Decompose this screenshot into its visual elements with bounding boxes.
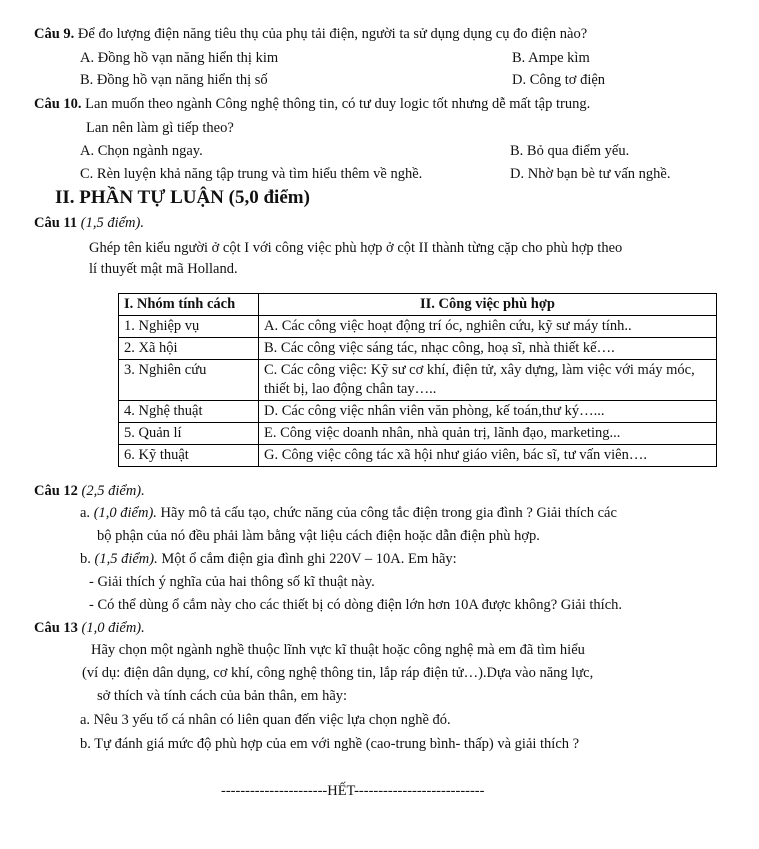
- table-cell: 2. Xã hội: [119, 338, 259, 360]
- table-cell: E. Công việc doanh nhân, nhà quản trị, lãnh đạo, marketing...: [259, 423, 717, 445]
- table-header-row: [119, 294, 717, 316]
- option-c: C. Rèn luyện khả năng tập trung và tìm hiểu thêm về nghề.: [80, 166, 423, 182]
- sub-label: b.: [80, 551, 91, 567]
- table-row: [119, 423, 717, 445]
- question-label: Câu 10.: [34, 96, 82, 112]
- sub-text: Một ổ cắm điện gia đình ghi 220V – 10A. Em hãy:: [161, 551, 457, 567]
- table-row: [119, 445, 717, 467]
- question-label: Câu 12: [34, 483, 78, 499]
- table-cell: A. Các công việc hoạt động trí óc, nghiên cứu, kỹ sư máy tính..: [259, 316, 717, 338]
- table-row: [119, 316, 717, 338]
- question-text: Hãy chọn một ngành nghề thuộc lĩnh vực kĩ thuật hoặc công nghệ mà em đã tìm hiểu: [91, 642, 585, 658]
- list-item: - Có thể dùng ổ cắm này cho các thiết bị có dòng điện lớn hơn 10A được không? Giải thích.: [89, 597, 623, 613]
- sub-points: (1,0 điểm).: [93, 505, 157, 521]
- holland-table: [118, 293, 717, 467]
- question-9: [34, 24, 587, 44]
- question-11: [34, 213, 144, 233]
- table-cell: 6. Kỹ thuật: [119, 445, 259, 467]
- sub-question-a: a. Nêu 3 yếu tố cá nhân có liên quan đến việc lựa chọn nghề đó.: [80, 712, 451, 728]
- sub-label: a.: [80, 505, 91, 521]
- question-label: Câu 11: [34, 215, 78, 231]
- sub-text-continued: bộ phận của nó đều phải làm bằng vật liệu cách điện hoặc dẫn điện phù hợp.: [97, 528, 540, 544]
- column-header: II. Công việc phù hợp: [259, 294, 717, 316]
- question-text-continued: (ví dụ: điện dân dụng, cơ khí, công nghệ thông tin, lắp ráp điện tử…).Dựa vào năng lực,: [82, 665, 594, 681]
- question-text: Lan muốn theo ngành Công nghệ thông tin, có tư duy logic tốt nhưng dễ mất tập trung.: [85, 96, 591, 112]
- table-row: [119, 360, 717, 401]
- question-points: (2,5 điểm).: [81, 483, 145, 499]
- question-13: [34, 618, 145, 638]
- question-label: Câu 13: [34, 620, 78, 636]
- question-label: Câu 9.: [34, 26, 75, 42]
- sub-points: (1,5 điểm).: [94, 551, 158, 567]
- sub-question-b: b. Tự đánh giá mức độ phù hợp của em với nghề (cao-trung bình- thấp) và giải thích ?: [80, 736, 580, 752]
- table-row: [119, 338, 717, 360]
- question-text-continued: sở thích và tính cách của bản thân, em hãy:: [97, 688, 348, 704]
- table-cell: C. Các công việc: Kỹ sư cơ khí, điện tử, xây dựng, làm việc với máy móc, thiết bị, lao động chân tay…..: [259, 360, 717, 401]
- option-b: B. Bỏ qua điểm yếu.: [510, 143, 630, 159]
- end-marker: ----------------------HẾT---------------------------: [221, 783, 485, 799]
- option-d: D. Công tơ điện: [512, 72, 606, 88]
- table-cell: 1. Nghiệp vụ: [119, 316, 259, 338]
- option-a: A. Đồng hồ vạn năng hiển thị kim: [80, 50, 279, 66]
- section-heading: II. PHẦN TỰ LUẬN (5,0 điểm): [55, 187, 310, 208]
- table-cell: G. Công việc công tác xã hội như giáo viên, bác sĩ, tư vấn viên….: [259, 445, 717, 467]
- table-cell: 3. Nghiên cứu: [119, 360, 259, 401]
- option-b: B. Ampe kìm: [512, 50, 590, 66]
- sub-question-a: [80, 503, 617, 523]
- table-cell: 5. Quản lí: [119, 423, 259, 445]
- sub-question-b: [80, 549, 457, 569]
- question-text-continued: lí thuyết mật mã Holland.: [89, 261, 238, 277]
- question-text-continued: Lan nên làm gì tiếp theo?: [86, 120, 234, 136]
- table-cell: 4. Nghệ thuật: [119, 401, 259, 423]
- question-points: (1,5 điểm).: [80, 215, 144, 231]
- table-cell: B. Các công việc sáng tác, nhạc công, hoạ sĩ, nhà thiết kế….: [259, 338, 717, 360]
- table-row: [119, 401, 717, 423]
- question-12: [34, 481, 145, 501]
- option-c: B. Đồng hồ vạn năng hiển thị số: [80, 72, 268, 88]
- question-text: Để đo lượng điện năng tiêu thụ của phụ tải điện, người ta sử dụng dụng cụ đo điện nào?: [77, 26, 588, 42]
- question-text: Ghép tên kiểu người ở cột I với công việc phù hợp ở cột II thành từng cặp cho phù hợp theo: [89, 240, 623, 256]
- table-cell: D. Các công việc nhân viên văn phòng, kế toán,thư ký…...: [259, 401, 717, 423]
- list-item: - Giải thích ý nghĩa của hai thông số kĩ thuật này.: [89, 574, 375, 590]
- sub-text: Hãy mô tả cấu tạo, chức năng của công tắc điện trong gia đình ? Giải thích các: [160, 505, 617, 521]
- option-a: A. Chọn ngành ngay.: [80, 143, 203, 159]
- option-d: D. Nhờ bạn bè tư vấn nghề.: [510, 166, 671, 182]
- question-points: (1,0 điểm).: [81, 620, 145, 636]
- column-header: I. Nhóm tính cách: [119, 294, 259, 316]
- question-10: [34, 94, 590, 114]
